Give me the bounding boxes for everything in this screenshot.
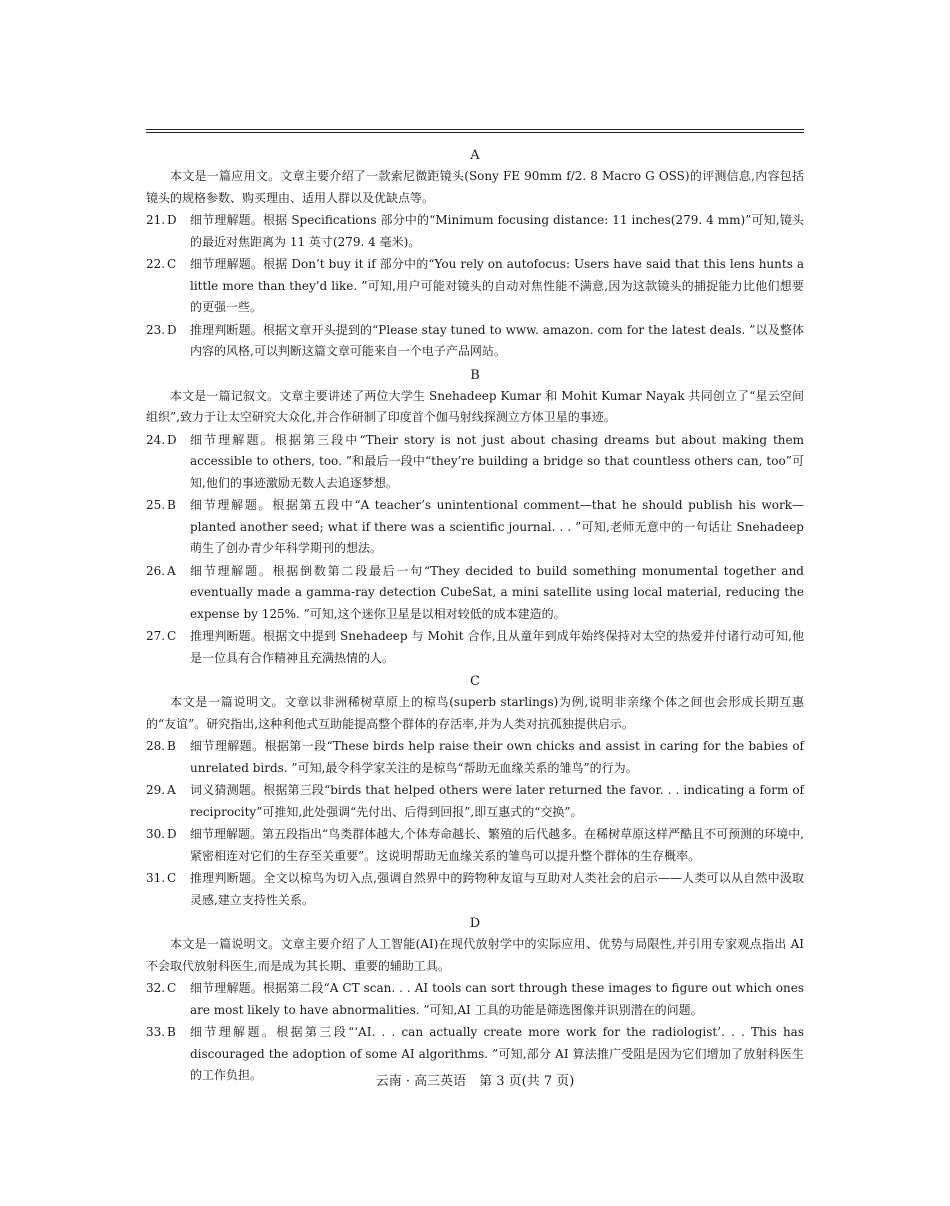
answer-item — [146, 868, 804, 911]
answer-explanation: 细节理解题。根据 Don’t buy it if 部分中的“You rely on autofocus: Users have said that this lens hunts a little more than they’d like. ”可知,用户可能对镜头的自动对焦性能不满意,因为这款镜头的捕捉能力比他们想要的更强一些。 — [190, 257, 804, 314]
answer-item — [146, 824, 804, 867]
answer-item — [146, 495, 804, 560]
section-title: B — [470, 367, 480, 383]
top-rule-thick — [146, 129, 804, 130]
answer-letter: C — [167, 629, 177, 643]
section-intro: 本文是一篇应用文。文章主要介绍了一款索尼微距镜头(Sony FE 90mm f/2. 8 Macro G OSS)的评测信息,内容包括镜头的规格参数、购买理由、适用人群以及优缺点等。 — [146, 169, 804, 205]
question-number: 33. — [146, 1025, 166, 1039]
answer-explanation: 细节理解题。根据第二段“A CT scan. . . AI tools can sort through these images to figure out which ones are most likely to have abnormalities. ”可知,AI 工具的功能是筛选图像并识别潜在的问题。 — [190, 981, 804, 1017]
answer-item — [146, 780, 804, 823]
question-number: 21. — [146, 213, 166, 227]
answer-explanation: 细节理解题。根据第五段中“A teacher’s unintentional comment—that he should publish his work—planted another seed; what if there was a scientific journal. . . ”可知,老师无意中的一句话让 Snehadeep 萌生了创办青少年科学期刊的想法。 — [190, 498, 804, 555]
question-number: 22. — [146, 257, 166, 271]
answer-letter: C — [167, 981, 177, 995]
question-number: 23. — [146, 322, 166, 337]
answer-letter: A — [167, 783, 176, 797]
question-number: 25. — [146, 498, 166, 512]
section-c — [146, 672, 804, 911]
question-number: 31. — [146, 871, 166, 885]
answer-letter: A — [167, 563, 176, 578]
answer-letter: D — [167, 432, 177, 447]
section-intro: 本文是一篇说明文。文章以非洲稀树草原上的椋鸟(superb starlings)为例,说明非亲缘个体之间也会形成长期互惠的“友谊”。研究指出,这种利他式互助能提高整个群体的存活率,并为人类对抗孤独提供启示。 — [146, 695, 804, 731]
question-number: 28. — [146, 739, 166, 753]
section-title: C — [470, 674, 480, 689]
answer-explanation: 词义猜测题。根据第三段“birds that helped others were later returned the favor. . . indicating a form of reciprocity”可推知,此处强调“先付出、后得到回报”,即互惠式的“交换”。 — [190, 783, 804, 819]
answer-explanation: 细节理解题。根据第三段中“Their story is not just about chasing dreams but about making them accessible to others, too. ”和最后一段中“they’re building a bridge so that countless others can, too”可知,他们的事迹激励无数人去追逐梦想。 — [190, 432, 804, 490]
answer-item — [146, 430, 804, 495]
question-number: 26. — [146, 563, 166, 578]
answer-explanation: 推理判断题。全文以椋鸟为切入点,强调自然界中的跨物种友谊与互助对人类社会的启示——人类可以从自然中汲取灵感,建立支持性关系。 — [190, 871, 804, 907]
section-title: D — [469, 916, 481, 931]
section-title: A — [470, 148, 480, 163]
section-a — [146, 146, 804, 363]
question-number: 27. — [146, 629, 166, 643]
answer-letter: D — [167, 322, 177, 337]
answer-explanation: 细节理解题。第五段指出“鸟类群体越大,个体寿命越长、繁殖的后代越多。在稀树草原这样严酷且不可预测的环境中,紧密相连对它们的生存至关重要”。这说明帮助无血缘关系的雏鸟可以提升整个群体的生存概率。 — [190, 827, 804, 863]
answer-item — [146, 254, 804, 319]
answer-letter: D — [167, 213, 177, 227]
question-number: 32. — [146, 981, 166, 995]
section-b — [146, 366, 804, 670]
answer-explanation: 推理判断题。根据文章开头提到的“Please stay tuned to www. amazon. com for the latest deals. ”以及整体内容的风格,可以判断这篇文章可能来自一个电子产品网站。 — [190, 322, 804, 358]
section-intro: 本文是一篇记叙文。文章主要讲述了两位大学生 Snehadeep Kumar 和 Mohit Kumar Nayak 共同创立了“星云空间组织”,致力于让太空研究大众化,并合作研制了印度首个伽马射线探测立方体卫星的事迹。 — [146, 388, 804, 424]
question-number: 30. — [146, 827, 166, 841]
answer-item — [146, 210, 804, 253]
answer-letter: C — [167, 257, 177, 271]
answer-letter: B — [167, 498, 176, 512]
answer-letter: D — [167, 827, 177, 841]
answer-letter: C — [167, 871, 177, 885]
answer-item — [146, 626, 804, 669]
question-number: 24. — [146, 432, 166, 447]
answer-item — [146, 736, 804, 779]
answer-explanation: 细节理解题。根据 Specifications 部分中的“Minimum focusing distance: 11 inches(279. 4 mm)”可知,镜头的最近对焦距离为 11 英寸(279. 4 毫米)。 — [190, 213, 804, 249]
answer-explanation: 细节理解题。根据倒数第二段最后一句“They decided to build something monumental together and eventually made a gamma-ray detection CubeSat, a mini satellite using local material, reducing the expense by 125%. ”可知,这个迷你卫星是以相对较低的成本建造的。 — [190, 563, 804, 621]
answer-item — [146, 320, 804, 363]
answer-explanation: 推理判断题。根据文中提到 Snehadeep 与 Mohit 合作,且从童年到成年始终保持对太空的热爱并付诸行动可知,他是一位具有合作精神且充满热情的人。 — [190, 629, 804, 665]
answer-explanation: 细节理解题。根据第三段“‘AI. . . can actually create more work for the radiologist’. . . This has discouraged the adoption of some AI algorithms. ”可知,部分 AI 算法推广受阻是因为它们增加了放射科医生的工作负担。 — [190, 1025, 804, 1082]
answer-letter: B — [167, 1025, 176, 1039]
answer-explanation: 细节理解题。根据第一段“These birds help raise their own chicks and assist in caring for the babies of unrelated birds. ”可知,最令科学家关注的是椋鸟“帮助无血缘关系的雏鸟”的行为。 — [190, 739, 804, 775]
answer-letter: B — [167, 739, 176, 753]
section-d — [146, 914, 804, 1087]
top-rule-thin — [146, 132, 804, 133]
page-footer: 云南 · 高三英语 第 3 页(共 7 页) — [375, 1074, 575, 1089]
question-number: 29. — [146, 783, 166, 797]
section-intro: 本文是一篇说明文。文章主要介绍了人工智能(AI)在现代放射学中的实际应用、优势与局限性,并引用专家观点指出 AI 不会取代放射科医生,而是成为其长期、重要的辅助工具。 — [146, 937, 804, 973]
answer-item — [146, 978, 804, 1021]
answer-key-content — [146, 143, 804, 1088]
answer-item — [146, 561, 804, 626]
